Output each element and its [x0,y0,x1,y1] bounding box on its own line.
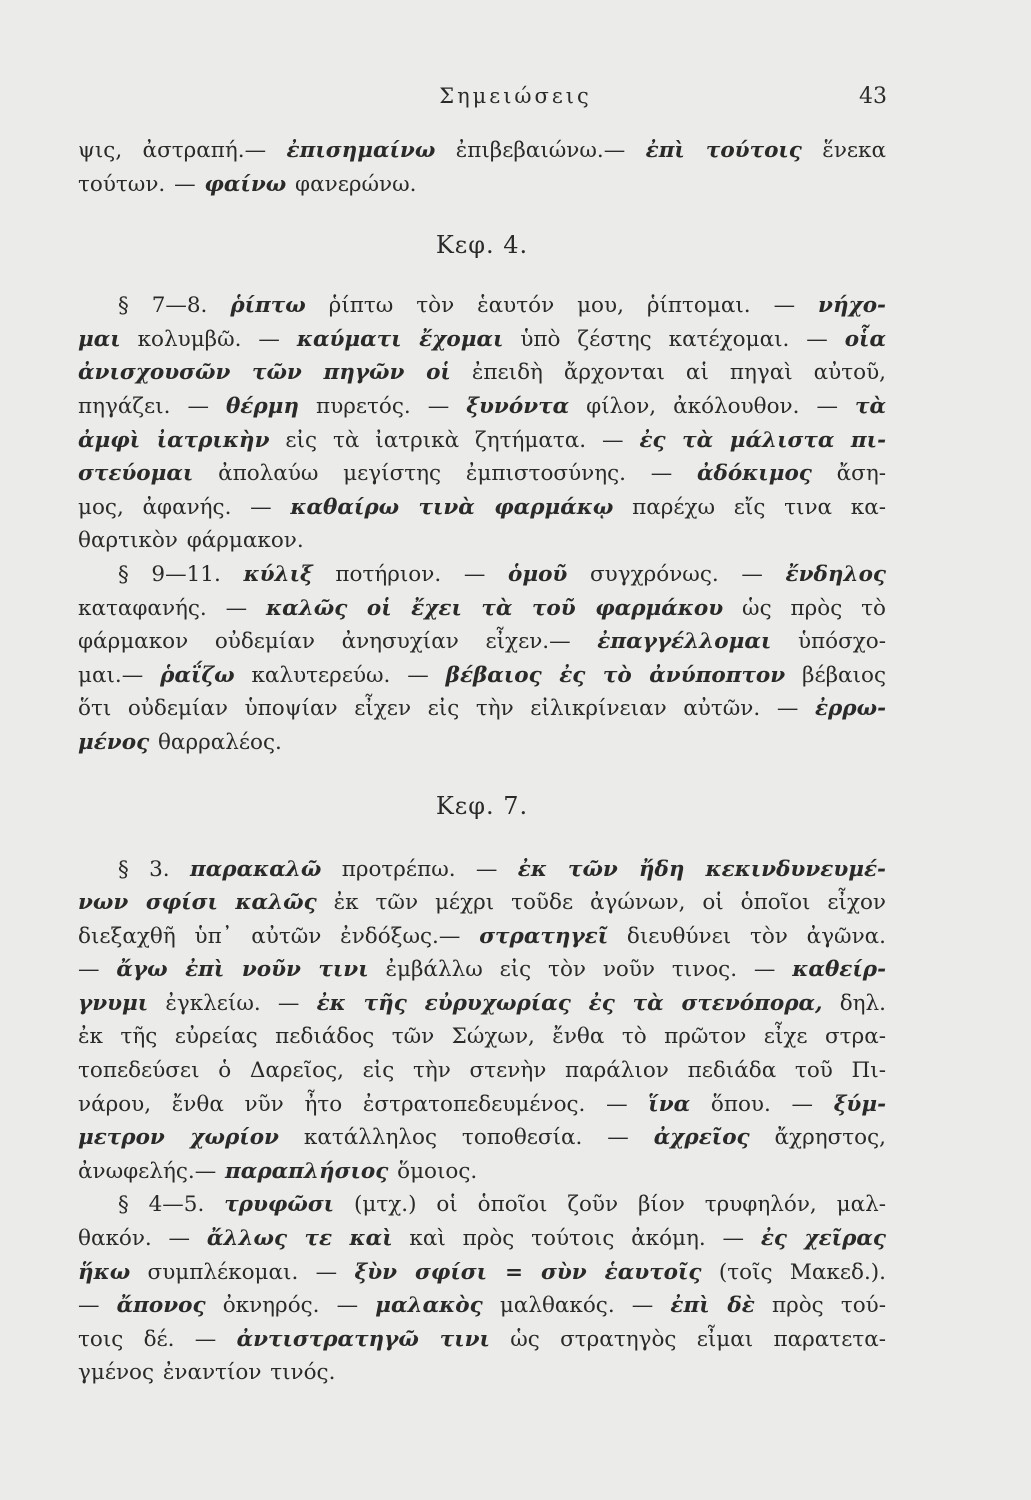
text-line [78,853,886,887]
gloss-text: ὡς πρὸς τὸ [723,595,887,621]
lemma-term: ἄπονος [116,1293,206,1319]
lemma-term: θέρμη [225,393,300,419]
lemma-term: ἐπὶ τούτοις [645,138,802,163]
text-line [78,987,886,1021]
gloss-text: φίλον, ἀκόλουθον. — [569,393,855,419]
lemma-term: ἐς τὰ μάλιστα πι- [639,427,886,453]
gloss-text: νάρου, ἔνθα νῦν ἦτο ἐστρατοπεδευμένος. — [78,1091,649,1117]
chapter-heading: Κεφ. 4. [435,231,529,260]
text-line [78,1121,886,1155]
lemma-term: μαλακὸς [375,1293,483,1319]
text-line [78,1323,886,1357]
gloss-text: ἐμβάλλω εἰς τὸν νοῦν τινος. — [368,957,793,983]
gloss-text: ἀπολαύω μεγίστης ἐμπιστοσύνης. — [193,461,697,487]
gloss-text: συμπλέκομαι. — [130,1259,355,1285]
gloss-text: φανερώνω. [286,171,417,197]
gloss-text: εἰς τὰ ἰατρικὰ ζητήματα. — [269,427,640,453]
gloss-text: ποτήριον. — [312,561,508,587]
gloss-text: κολυμβῶ. — [120,326,297,352]
lemma-term: ῥαΐζω [160,662,235,688]
gloss-text: ὑπόσχο- [771,629,886,655]
text-line [78,134,886,168]
text-line [78,1289,886,1323]
gloss-text: θαρτικὸν φάρμακον. [78,528,304,554]
lemma-term: ἀντιστρατηγῶ τινι [236,1326,490,1352]
text-line [78,424,886,458]
gloss-text: μος, ἀφανής. — [78,494,291,520]
text-line [78,625,886,659]
gloss-text: (τοῖς Μακεδ.). [701,1259,886,1285]
lemma-term: ὁμοῦ [508,561,568,587]
gloss-text: διεξαχθῆ ὑπ᾽ αὐτῶν ἐνδόξως.— [78,923,480,949]
text-line [78,1256,886,1290]
gloss-text: § 7—8. [118,293,231,319]
gloss-text: πυρετός. — [299,393,467,419]
gloss-text: διευθύνει τὸν ἀγῶνα. [608,923,886,949]
gloss-text: γμένος ἐναντίον τινός. [78,1360,336,1386]
gloss-text: ἄχρηστος, [749,1125,887,1151]
gloss-text: τοις δέ. — [78,1326,237,1352]
gloss-text: πηγάζει. — [78,393,226,419]
text-line [78,1356,886,1390]
lemma-term: παραπλήσιος [225,1158,389,1184]
lemma-term: ἵνα [648,1091,691,1117]
lemma-term: ἐκ τῶν ἤδη κεκινδυνευμέ- [517,856,886,882]
lemma-term: ἥκω [78,1259,131,1285]
lemma-term: ἐπισημαίνω [286,138,436,163]
text-line [78,168,886,202]
gloss-text: ἐγκλείω. — [148,990,317,1016]
lemma-term: ξύμ- [833,1091,886,1117]
gloss-text: καὶ πρὸς τούτοις ἀκόμη. — [392,1226,761,1252]
lemma-term: ἐπὶ δὲ [670,1293,755,1319]
gloss-text: ἕνεκα [801,138,886,163]
gloss-text: βέβαιος [785,662,886,688]
gloss-text: δηλ. [822,990,886,1016]
gloss-text: ἐπειδὴ ἄρχονται αἱ πηγαὶ αὐτοῦ, [450,360,886,386]
gloss-text: θακόν. — [78,1226,207,1252]
lemma-term: ξυνόντα [466,393,570,419]
text-line [78,1054,886,1088]
gloss-text: — [78,1293,117,1319]
lemma-term: ῥίπτω [230,293,306,319]
lemma-term: νήχο- [818,293,886,319]
chapter-heading: Κεφ. 7. [435,791,529,820]
text-line [78,457,886,491]
lemma-term: καλῶς οἱ ἔχει τὰ τοῦ φαρμάκου [266,595,724,621]
lemma-term: ἄγω ἐπὶ νοῦν τινι [116,957,369,983]
text-line [78,1020,886,1054]
lemma-term: ἐρρω- [814,696,886,722]
text-line [78,524,886,558]
gloss-text: ἐκ τῶν μέχρι τοῦδε ἀγώνων, οἱ ὁποῖοι εἶχον [316,890,886,916]
lemma-term: ἀχρεῖος [653,1125,750,1151]
gloss-text: ὀκνηρός. — [205,1293,376,1319]
gloss-text: φάρμακον οὐδεμίαν ἀνησυχίαν εἶχεν.— [78,629,598,655]
text-line [78,323,886,357]
text-line [78,1222,886,1256]
text-line [78,390,886,424]
text-line [78,491,886,525]
gloss-text: ὡς στρατηγὸς εἶμαι παρατετα- [489,1326,887,1352]
lemma-term: μετρον χωρίον [78,1125,279,1151]
gloss-text: πρὸς τού- [754,1293,886,1319]
gloss-text: τούτων. — [78,171,205,197]
gloss-text: § 4—5. [118,1192,225,1218]
text-line [78,1088,886,1122]
text-line [78,1188,886,1222]
gloss-text: ὅτι οὐδεμίαν ὑποψίαν εἶχεν εἰς τὴν εἰλικρίνειαν αὐτῶν. — [78,696,815,722]
lemma-term: καθείρ- [792,957,886,983]
lemma-term: μαι [78,326,121,352]
lemma-term: ἐς χεῖρας [760,1226,887,1252]
text-line [78,558,886,592]
lemma-term: γνυμι [78,990,149,1016]
text-line [78,1155,886,1189]
gloss-text: μαι.— [78,662,161,688]
gloss-text: συγχρόνως. — [567,561,786,587]
gloss-text: καταφανής. — [78,595,267,621]
lemma-term: στεύομαι [78,461,194,487]
gloss-text: ἄση- [811,461,886,487]
lemma-term: τρυφῶσι [224,1192,335,1218]
text-line [78,726,886,760]
gloss-text: καλυτερεύω. — [234,662,446,688]
lemma-term: καύματι ἔχομαι [296,326,504,352]
gloss-text: ἐκ τῆς εὐρείας πεδιάδος τῶν Σώχων, ἔνθα τὸ πρῶτον εἶχε στρα- [78,1024,886,1050]
text-line [78,592,886,626]
lemma-term: κύλιξ [243,561,313,587]
gloss-text: τοπεδεύσει ὁ Δαρεῖος, εἰς τὴν στενὴν παράλιον πεδιάδα τοῦ Πι- [78,1058,886,1084]
lemma-term: ἀμφὶ ἰατρικὴν [78,427,270,453]
text-line [78,920,886,954]
running-title: Σημειώσεις [439,84,592,108]
gloss-text: (μτχ.) οἱ ὁποῖοι ζοῦν βίον τρυφηλόν, μαλ- [334,1192,886,1218]
gloss-text: ἐπιβεβαιώνω.— [435,138,646,163]
gloss-text: ὅπου. — [690,1091,834,1117]
page-number: 43 [859,84,887,109]
gloss-text: μαλθακός. — [482,1293,671,1319]
lemma-term: ἐκ τῆς εὐρυχωρίας ἐς τὰ στενόπορα, [316,990,823,1016]
lemma-term: στρατηγεῖ [479,923,609,949]
gloss-text: θαρραλέος. [149,729,282,755]
gloss-text: § 9—11. [118,561,244,587]
gloss-text: προτρέπω. — [321,856,518,882]
lemma-term: ἄλλως τε καὶ [206,1226,393,1252]
page-body [78,134,886,1390]
lemma-term: φαίνω [204,171,287,197]
gloss-text: ἀνωφελής.— [78,1158,226,1184]
text-line [78,356,886,390]
lemma-term: ἀνισχουσῶν τῶν πηγῶν οἱ [78,360,451,386]
gloss-text: — [78,957,117,983]
text-line [78,953,886,987]
lemma-term: ἐπαγγέλλομαι [597,629,772,655]
lemma-term: βέβαιος ἐς τὸ ἀνύποπτον [445,662,786,688]
gloss-text: ὑπὸ ζέστης κατέχομαι. — [503,326,845,352]
lemma-term: μένος [78,729,150,755]
lemma-term: οἷα [844,326,887,352]
gloss-text: ψις, ἀστραπή.— [78,138,287,163]
lemma-term: καθαίρω τινὰ φαρμάκῳ [290,494,614,520]
text-line [78,659,886,693]
text-line [78,692,886,726]
lemma-term: τὰ [854,393,886,419]
text-line [78,289,886,323]
gloss-text: ὅμοιος. [388,1158,478,1184]
lemma-term: ξὺν σφίσι = σὺν ἑαυτοῖς [354,1259,702,1285]
gloss-text: § 3. [118,856,190,882]
gloss-text: κατάλληλος τοποθεσία. — [278,1125,654,1151]
lemma-term: ἀδόκιμος [696,461,812,487]
page-header [0,78,1031,118]
gloss-text: ῥίπτω τὸν ἑαυτόν μου, ῥίπτομαι. — [305,293,819,319]
lemma-term: νων σφίσι καλῶς [78,890,317,916]
lemma-term: παρακαλῶ [189,856,322,882]
lemma-term: ἔνδηλος [785,561,886,587]
text-line [78,886,886,920]
gloss-text: παρέχω εἴς τινα κα- [613,494,886,520]
